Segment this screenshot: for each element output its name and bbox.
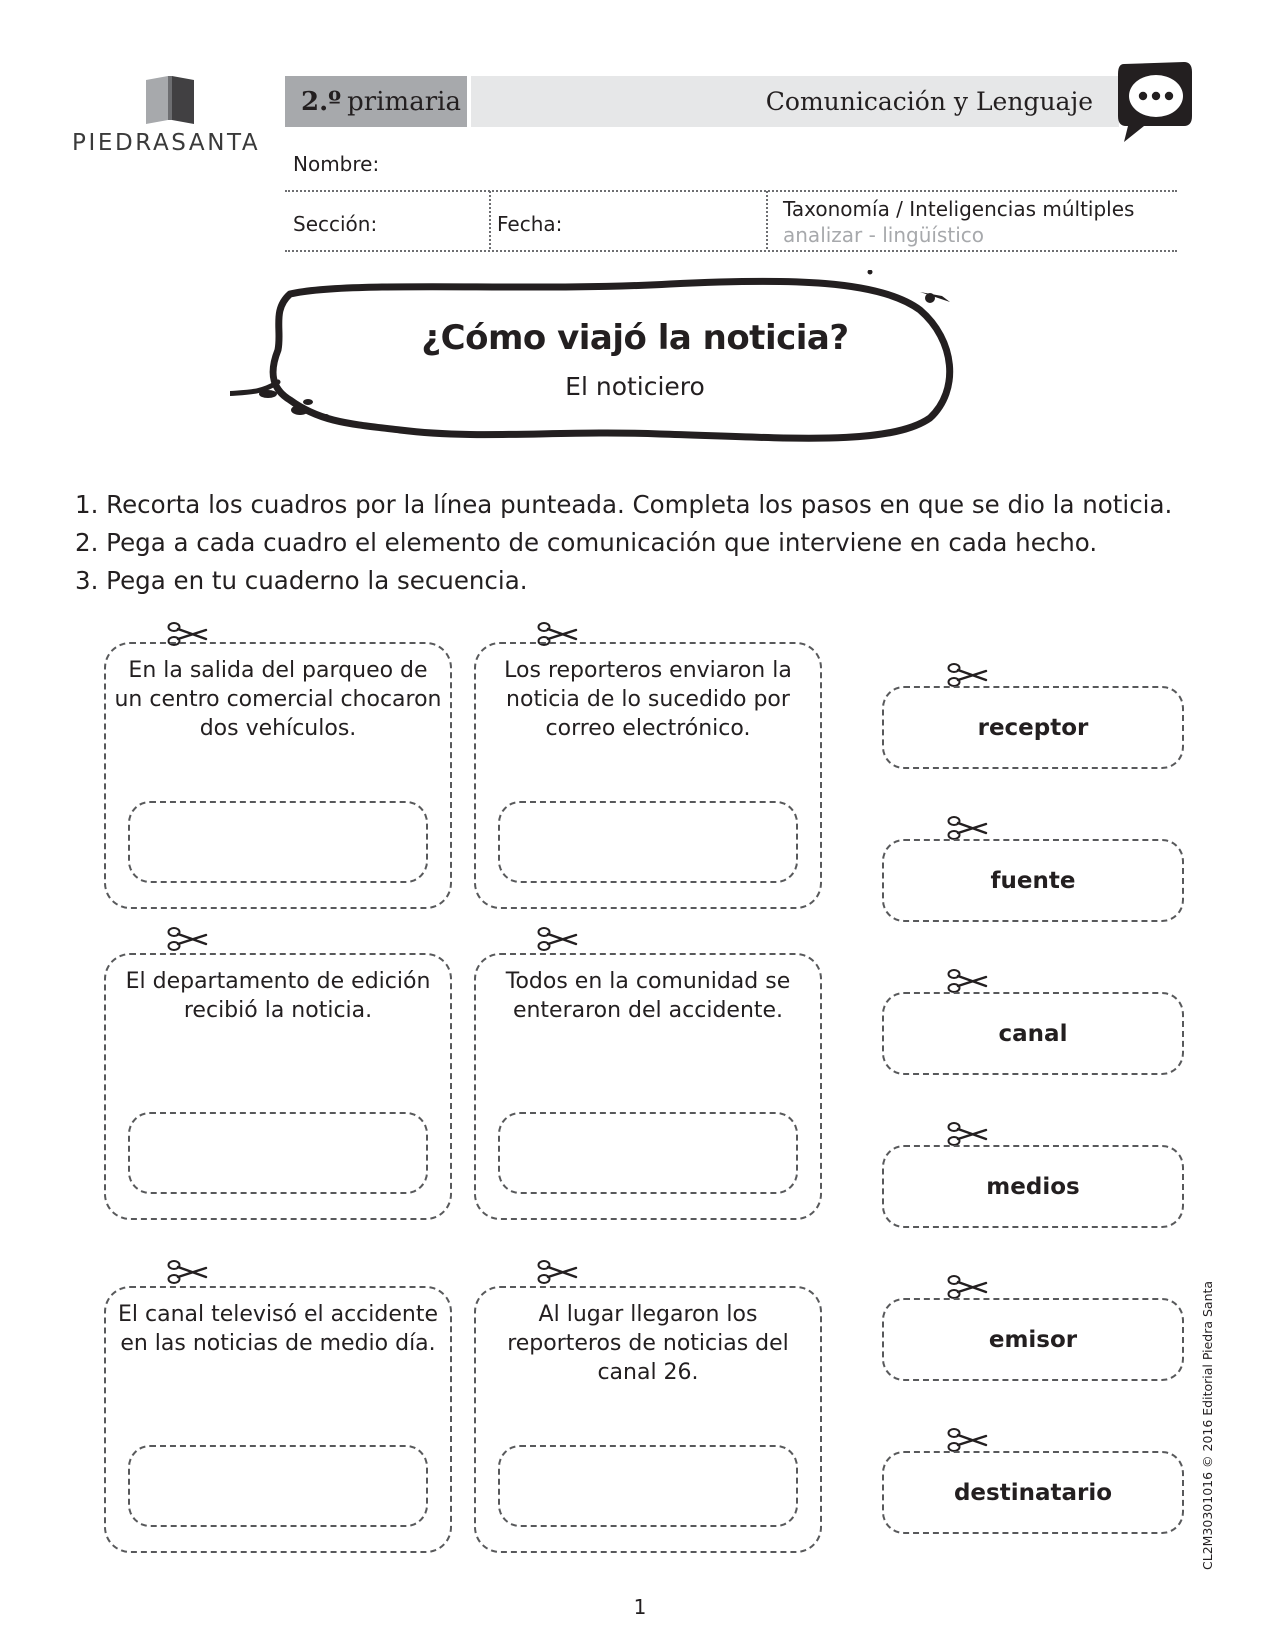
brand-name: PIEDRASANTA [72,130,261,156]
date-label: Fecha: [497,212,563,236]
scissors-icon [946,1426,990,1454]
divider-line [489,191,491,249]
scissors-icon [946,967,990,995]
instruction-item: 1. Recorta los cuadros por la línea punteada. Completa los pasos en que se dio la noticia. [75,490,1173,519]
event-card-text: En la salida del parqueo de un centro comercial chocaron dos vehículos. [114,658,442,741]
name-label: Nombre: [293,152,380,176]
paste-area[interactable] [128,801,428,883]
subject-bar [471,76,1119,127]
word-card-receptor[interactable]: receptor [882,686,1184,769]
grade-badge [285,76,467,127]
scissors-icon [946,814,990,842]
word-card-destinatario[interactable]: destinatario [882,1451,1184,1534]
event-card[interactable] [104,642,452,909]
instruction-item: 3. Pega en tu cuaderno la secuencia. [75,566,528,595]
page-number: 1 [633,1595,647,1619]
event-card-text: Todos en la comunidad se enteraron del accidente. [505,969,791,1023]
taxonomy-title: Taxonomía / Inteligencias múltiples [783,197,1135,221]
section-label: Sección: [293,212,378,236]
event-card-text: El canal televisó el accidente en las noticias de medio día. [118,1302,438,1356]
grade-number: 2.º [301,86,342,117]
paste-area[interactable] [128,1112,428,1194]
word-card-medios[interactable]: medios [882,1145,1184,1228]
word-card-fuente[interactable]: fuente [882,839,1184,922]
scissors-icon [166,925,210,953]
speech-bubble-icon [1114,60,1196,146]
paste-area[interactable] [498,801,798,883]
word-card-emisor[interactable]: emisor [882,1298,1184,1381]
scissors-icon [946,661,990,689]
instruction-item: 2. Pega a cada cuadro el elemento de comunicación que interviene en cada hecho. [75,528,1098,557]
title-bubble [230,270,990,455]
grade-label: primaria [347,86,461,117]
event-card-text: El departamento de edición recibió la noticia. [125,969,431,1023]
divider-line [285,250,1177,252]
event-card-text: Los reporteros enviaron la noticia de lo sucedido por correo electrónico. [504,658,792,741]
worksheet-title: ¿Cómo viajó la noticia? [421,318,849,358]
copyright-note: CL2M30301016 © 2016 Editorial Piedra Santa [1200,1280,1215,1570]
book-icon [144,76,196,124]
divider-line [766,191,768,249]
event-card[interactable] [104,953,452,1220]
event-card[interactable] [474,953,822,1220]
divider-line [285,190,1177,192]
paste-area[interactable] [498,1112,798,1194]
event-card-text: Al lugar llegaron los reporteros de noticias del canal 26. [507,1302,789,1385]
publisher-logo [72,72,272,172]
event-card[interactable] [474,1286,822,1553]
taxonomy-value: analizar - lingüístico [783,223,984,247]
worksheet-subtitle: El noticiero [565,372,705,401]
scissors-icon [946,1120,990,1148]
scissors-icon [536,1258,580,1286]
paste-area[interactable] [498,1445,798,1527]
subject-title: Comunicación y Lenguaje [765,87,1093,116]
event-card[interactable] [474,642,822,909]
scissors-icon [536,925,580,953]
scissors-icon [166,1258,210,1286]
paste-area[interactable] [128,1445,428,1527]
scissors-icon [946,1273,990,1301]
event-card[interactable] [104,1286,452,1553]
word-card-canal[interactable]: canal [882,992,1184,1075]
